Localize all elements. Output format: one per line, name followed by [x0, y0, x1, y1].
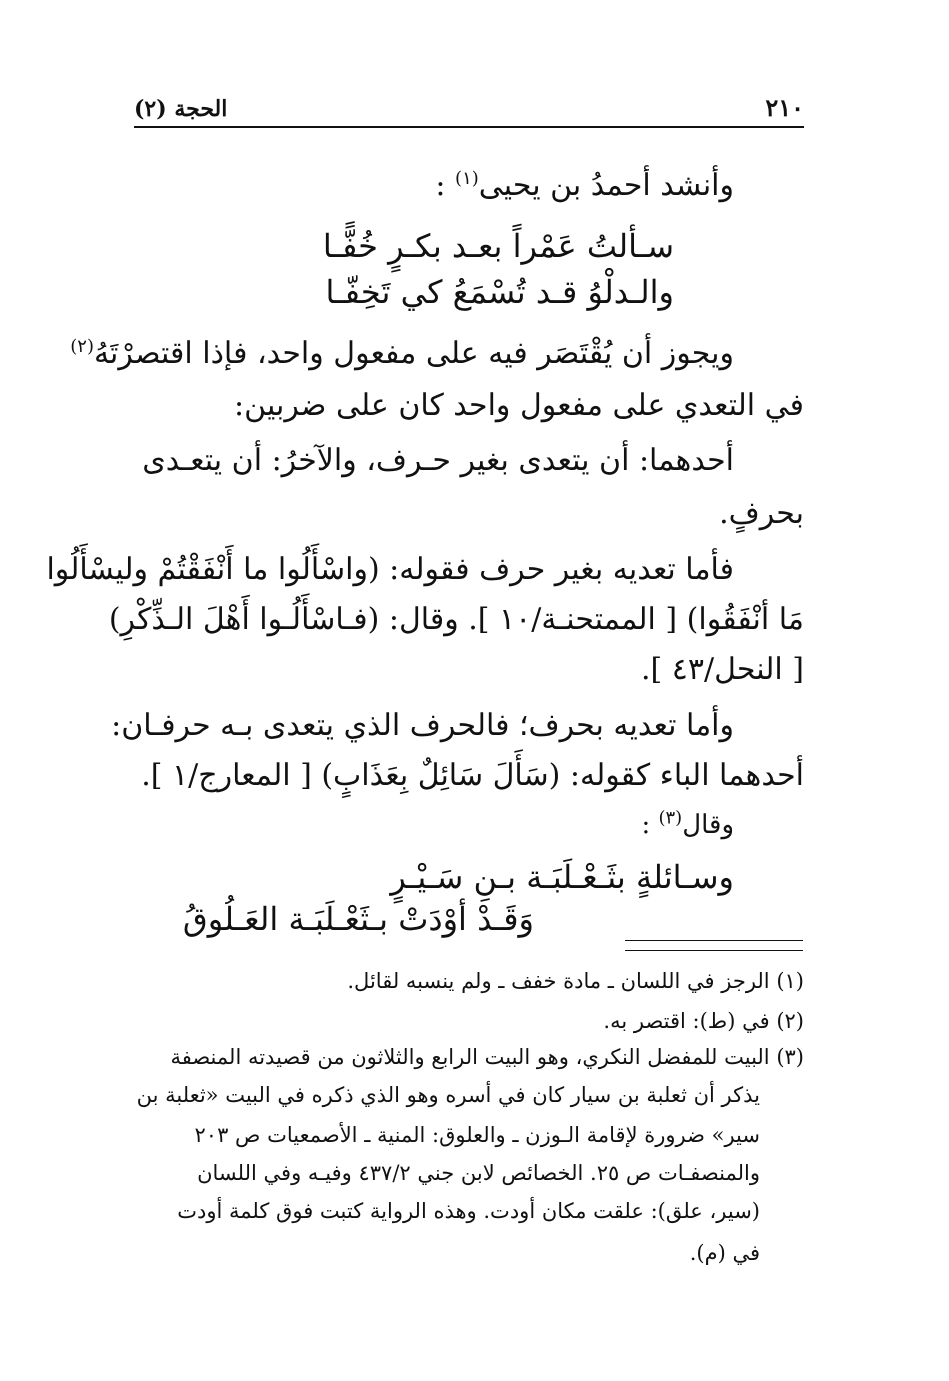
paragraph2-line1: أحدهما: أن يتعدى بغير حـرف، والآخرُ: أن يتعـدى [142, 443, 734, 478]
verse1-line2: والـدلْوُ قـد تُسْمَعُ كي تَخِفّـا [325, 273, 674, 311]
footnote-3-line2: يذكر أن ثعلبة بن سيار كان في أسره وهو الذي ذكره في البيت «ثعلبة بن [136, 1083, 760, 1107]
paragraph3-line3: [ النحل/٤٣ ]. [641, 652, 804, 687]
footnote-3-line3: سير» ضرورة لإقامة الـوزن ـ والعلوق: المنية ـ الأصمعيات ص ٢٠٣ [194, 1123, 760, 1147]
footnote-3-line4: والمنصفـات ص ٢٥. الخصائص لابن جني ٤٣٧/٢ وفيـه وفي اللسان [197, 1161, 760, 1185]
footnote-3-line1: (٣) البيت للمفضل النكري، وهو البيت الرابع والثلاثون من قصيدته المنصفة [170, 1045, 804, 1069]
paragraph1-line1: ويجوز أن يُقْتَصَر فيه على مفعول واحد، فإذا اقتصرْتَهُ$^{(٢)}$ [70, 336, 734, 371]
page-number: ٢١٠ [765, 93, 804, 122]
page-header [134, 92, 804, 128]
paragraph4-line2: أحدهما الباء كقوله: (سَأَلَ سَائِلٌ بِعَذَابٍ) [ المعارج/١ ]. [141, 758, 804, 793]
footnote-ref-2: (٢) [70, 336, 94, 357]
footnote-ref-1: (١) [455, 168, 479, 189]
verse2-line2: وَقَـدْ أوْدَتْ بـثَعْـلَبَـة العَـلُوقُ [182, 900, 534, 938]
paragraph3-line2: مَا أنْفَقُوا) [ الممتحنـة/١٠ ]. وقال: (فـاسْأَلُـوا أَهْلَ الـذِّكْرِ) [108, 602, 804, 637]
paragraph3-line1: فأما تعديه بغير حرف فقوله: (واسْأَلُوا ما أَنْفَقْتُمْ وليسْأَلُوا [46, 552, 734, 587]
verse1-line1: سـألتُ عَمْراً بعـد بكـرٍ خُفًّـا [322, 227, 674, 265]
paragraph5-line1: وقال$^{(٣)}$ : [641, 807, 734, 840]
paragraph1-line2: في التعدي على مفعول واحد كان على ضربين: [234, 388, 804, 423]
verse2-line1: وسـائلةٍ بثَـعْـلَبَـة بـنِ سَـيْـرٍ [390, 858, 734, 896]
intro-line: وأنشد أحمدُ بن يحيى$^{(١)}$ : [435, 168, 734, 203]
footnote-separator [625, 940, 803, 941]
footnote-ref-3: (٣) [658, 807, 683, 829]
footnote-1: (١) الرجز في اللسان ـ مادة خفف ـ ولم ينسبه لقائل. [347, 969, 804, 993]
running-title: الحجة (٢) [134, 96, 228, 122]
footnote-3-line5: (سير، علق): علقت مكان أودت. وهذه الرواية كتبت فوق كلمة أودت [177, 1199, 760, 1223]
footnote-separator-2 [625, 950, 803, 951]
paragraph2-line2: بحرفٍ. [719, 496, 804, 531]
footnote-2: (٢) في (ط): اقتصر به. [603, 1009, 804, 1033]
footnote-3-line6: في (م). [689, 1241, 760, 1265]
paragraph4-line1: وأما تعديه بحرف؛ فالحرف الذي يتعدى بـه حرفـان: [111, 708, 734, 743]
